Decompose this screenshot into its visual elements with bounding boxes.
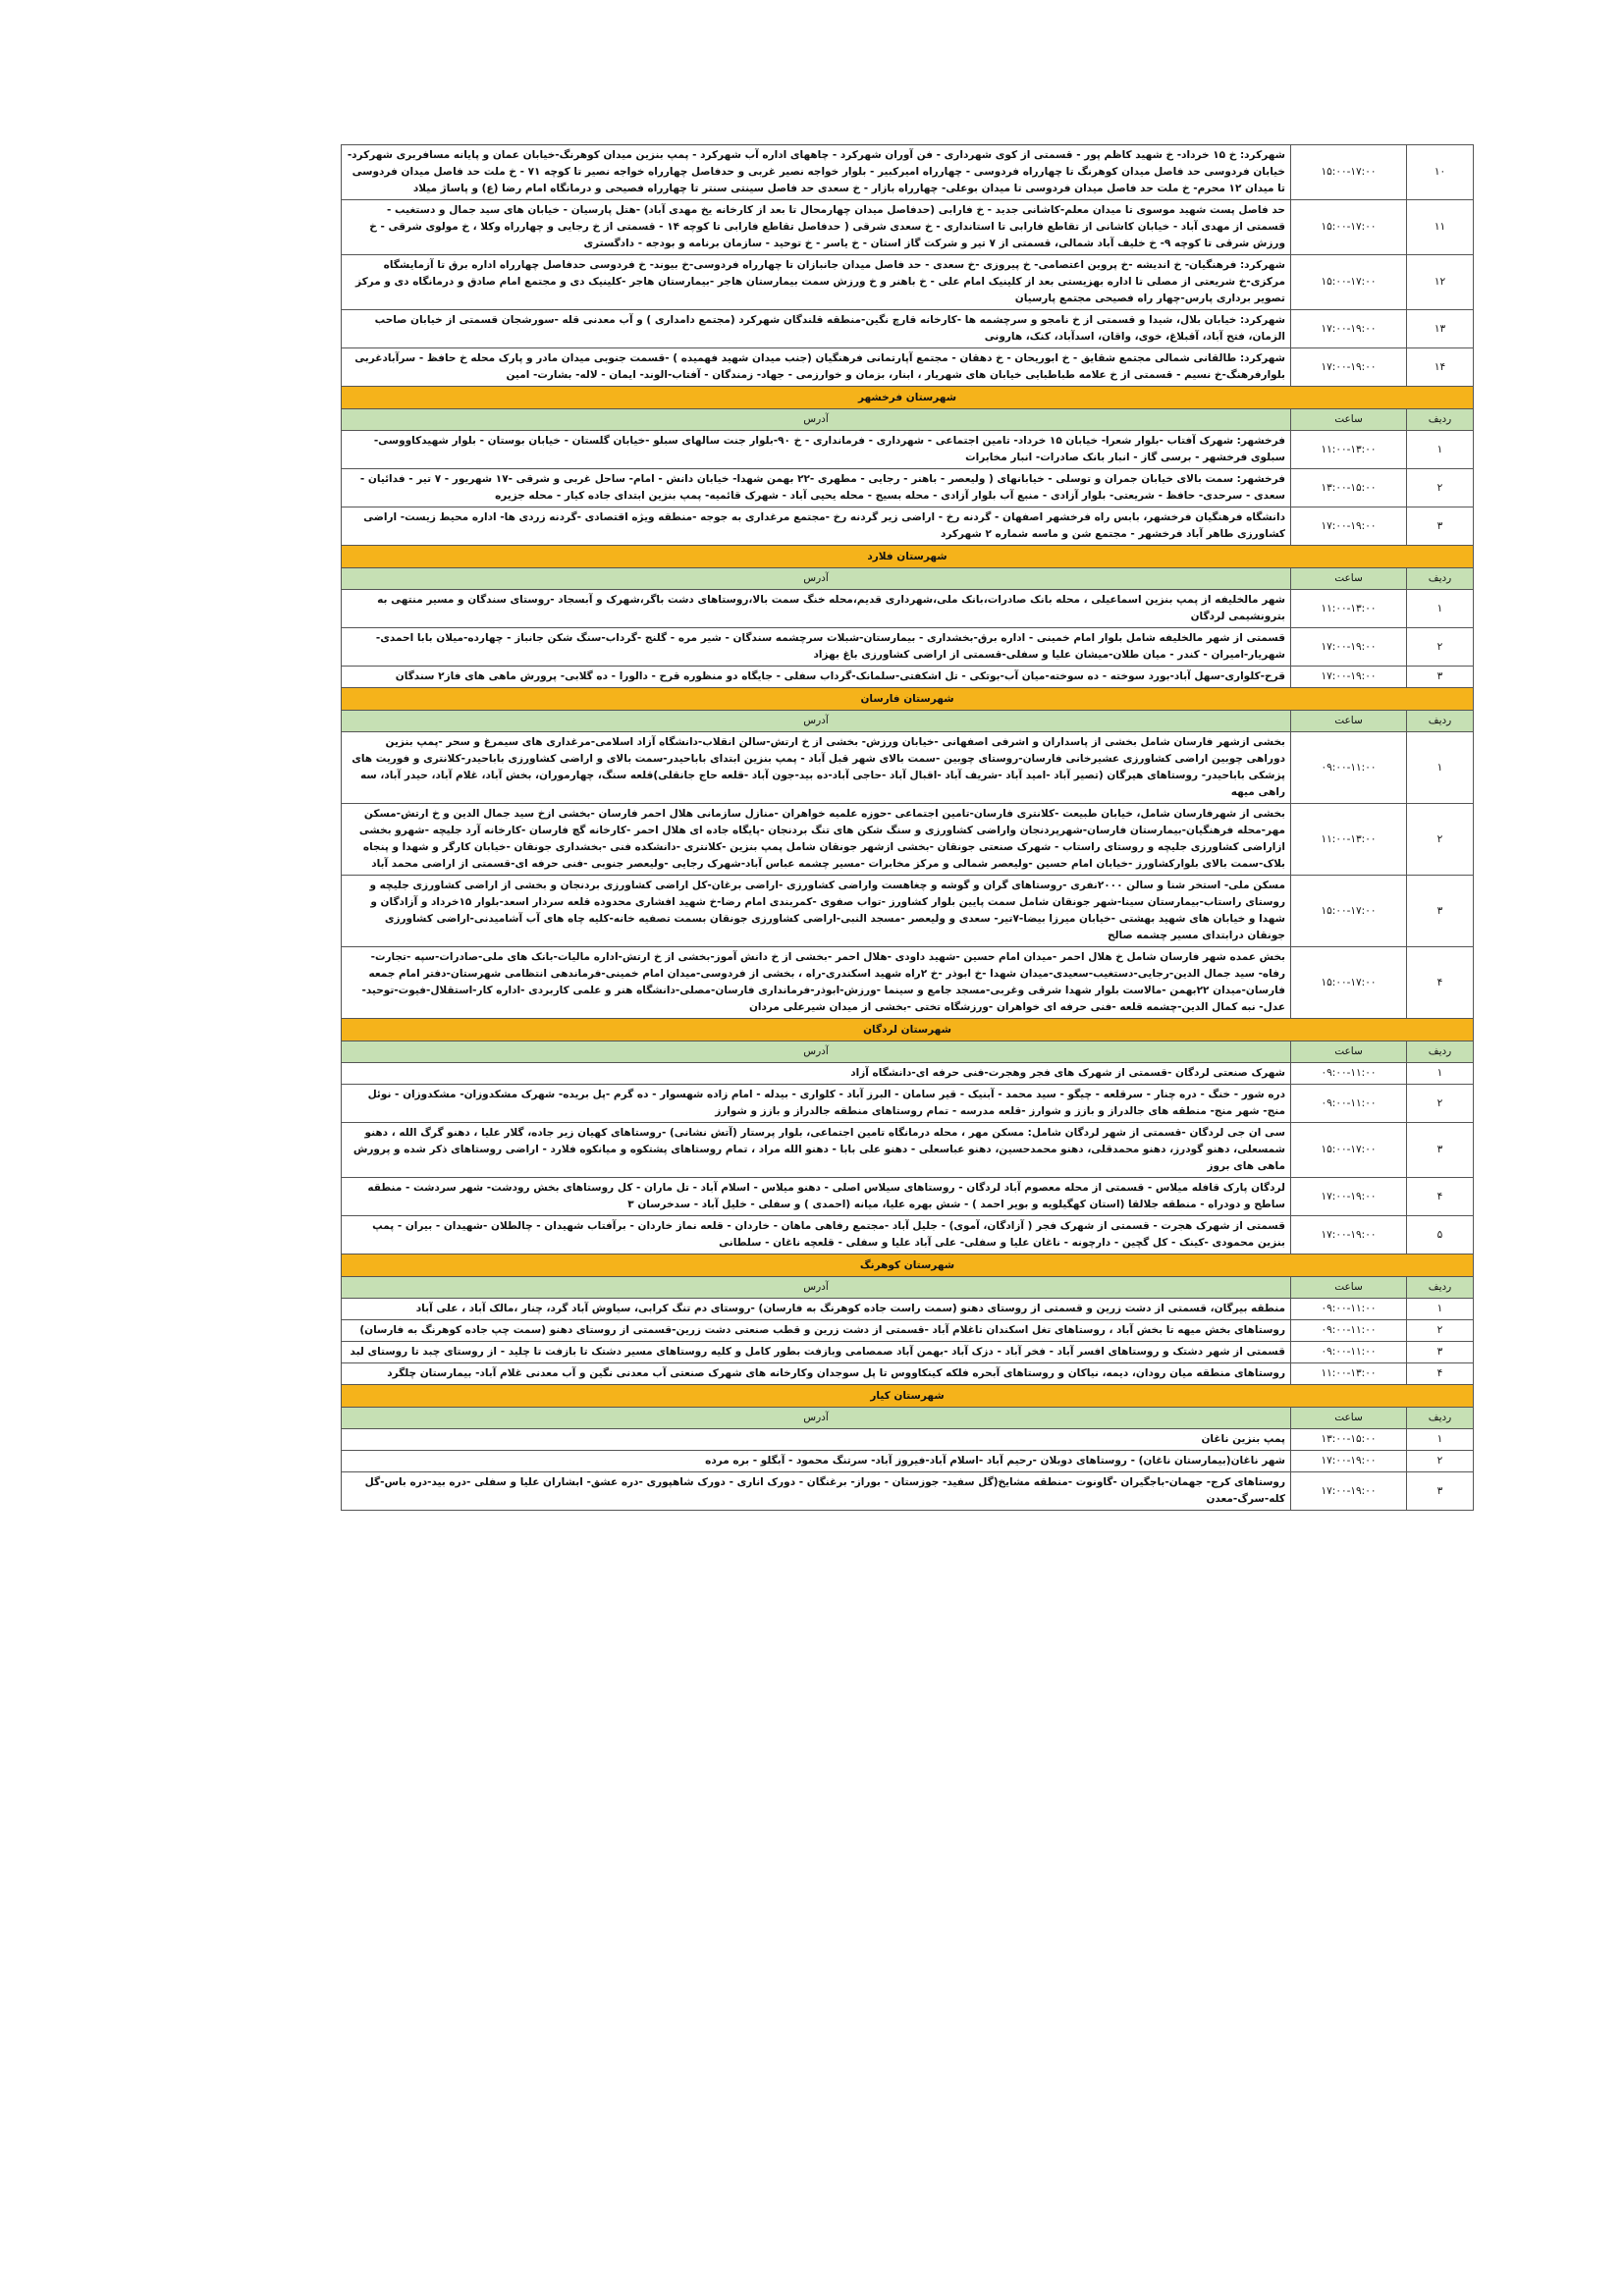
row-number: ۳: [1407, 1472, 1474, 1511]
outage-time: ۱۵:۰۰-۱۷:۰۰: [1291, 200, 1407, 255]
section-title-row: [342, 387, 1474, 409]
row-number: ۱۰: [1407, 145, 1474, 200]
outage-time: ۰۹:۰۰-۱۱:۰۰: [1291, 1342, 1407, 1363]
column-header-address: آدرس: [342, 409, 1291, 431]
outage-time: ۱۵:۰۰-۱۷:۰۰: [1291, 947, 1407, 1019]
table-row: [342, 255, 1474, 310]
outage-address: مسکن ملی- استخر شنا و سالن ۲۰۰۰نفری -روستاهای گران و گوشه و چغاهست واراضی کشاورزی -اراضی برغان-کل اراضی کشاورزی بردنجان و بخشی از اراضی کشاورزی جلیچه و روستای راستاب-بیمارستان سینا-شهر جونقان شامل سمت پایین بلوار کشاورز -تواب صفوی -کمربندی امام رضا-خ شهید افشاری محدوده قلعه سردار اسعد-بلوار ۱۵خرداد و آزادگان و شهدا و خیابان های شهید بهشتی -خیابان میرزا بیضا-۷تیر- سعدی و ولیعصر -مسجد النبی-اراضی کشاورزی جونقان بسمت تصفیه خانه-کلیه چاه های آب آشامیدنی-اراضی کشاورزی جونقان درابتدای مسیر چشمه صالح: [342, 876, 1291, 947]
outage-time: ۱۵:۰۰-۱۷:۰۰: [1291, 876, 1407, 947]
column-header-time: ساعت: [1291, 1277, 1407, 1299]
outage-time: ۱۳:۰۰-۱۵:۰۰: [1291, 469, 1407, 507]
row-number: ۵: [1407, 1216, 1474, 1255]
table-row: [342, 1123, 1474, 1178]
outage-time: ۱۷:۰۰-۱۹:۰۰: [1291, 1451, 1407, 1472]
outage-address: قسمتی از شهرک هجرت - قسمتی از شهرک فجر ( آزادگان، آموی) - جلیل آباد -مجتمع رفاهی ماهان - خاردان - قلعه نماز خاردان - برآفتاب شهیدان - چالطلان -شهیدان - بیران - پمپ بنزین محمودی -کینک - کل گچین - دارچونه - ناغان علیا و سفلی- علی آباد علیا و سفلی - قلعچه ناغان - سلطانی: [342, 1216, 1291, 1255]
outage-address: شهر ناغان(بیمارستان ناغان) - روستاهای دوبلان -رحیم آباد -اسلام آباد-فیروز آباد- سرتنگ محمود - آبگلو - بره مرده: [342, 1451, 1291, 1472]
table-row: [342, 1063, 1474, 1085]
outage-time: ۱۵:۰۰-۱۷:۰۰: [1291, 145, 1407, 200]
column-header-row: [342, 711, 1474, 732]
row-number: ۴: [1407, 1178, 1474, 1216]
column-header-time: ساعت: [1291, 568, 1407, 590]
table-row: [342, 507, 1474, 546]
row-number: ۴: [1407, 947, 1474, 1019]
row-number: ۱۲: [1407, 255, 1474, 310]
column-header-row: [342, 568, 1474, 590]
row-number: ۱۴: [1407, 348, 1474, 387]
outage-address: روستاهای بخش میهه تا بخش آباد ، روستاهای تغل اسکندان تاغلام آباد -قسمتی از دشت زرین و قطب صنعتی دشت زرین-قسمتی از روستای دهنو (سمت چپ جاده کوهرنگ به فارسان): [342, 1320, 1291, 1342]
outage-address: شهرکرد: خ ۱۵ خرداد- خ شهید کاظم پور - قسمتی از کوی شهرداری - فن آوران شهرکرد - چاههای اداره آب شهرکرد - پمپ بنزین میدان کوهرنگ-خیابان عمان و پایانه مسافربری شهرکرد- خیابان فردوسی حد فاصل میدان کوهرنگ تا چهارراه فردوسی - چهارراه امیرکبیر - بلوار خواجه نصیر غربی و حدفاصل چهارراه خواجه نصیر تا کوچه ۷۱ - خ ملت حد فاصل میدان فردوسی تا میدان ۱۲ محرم- خ ملت حد فاصل میدان فردوسی تا میدان بوعلی- چهارراه بازار - خ سعدی حد فاصل سینتی سنتر تا چهارراه فصیحی و درمانگاه امام رضا (ع) و پاساژ میلاد: [342, 145, 1291, 200]
outage-address: قرح-کلواری-سهل آباد-بورد سوخته - ده سوخته-میان آب-بوتکی - تل اشکفتی-سلمانک-گرداب سفلی - جایگاه دو منظوره قرح - دالورا - ده گلابی- پرورش ماهی های فاز۲ سندگان: [342, 667, 1291, 688]
column-header-time: ساعت: [1291, 711, 1407, 732]
table-row: [342, 1472, 1474, 1511]
table-row: [342, 667, 1474, 688]
column-header-row: [342, 1041, 1474, 1063]
section-title: شهرستان فلارد: [342, 546, 1474, 568]
column-header-time: ساعت: [1291, 409, 1407, 431]
outage-address: شهرکرد: فرهنگیان- خ اندیشه -خ پروین اعتصامی- خ پیروزی -خ سعدی - حد فاصل میدان جانبازان تا چهارراه فردوسی-خ بیوند- خ فردوسی حدفاصل چهارراه اداره برق تا آزمایشگاه مرکزی-خ شریعتی از مصلی تا اداره بهزیستی بعد از کلینیک امام علی - خ باهنر و خ ورزش سمت بیمارستان هاجر -بیمارستان هاجر -کلینیک دی و مجتمع امام صادق و درمانگاه دی و مرکز تصویر برداری پارس-چهار راه فصیحی مجتمع پارسیان: [342, 255, 1291, 310]
column-header-address: آدرس: [342, 1041, 1291, 1063]
row-number: ۱۳: [1407, 310, 1474, 348]
table-row: [342, 732, 1474, 804]
row-number: ۱: [1407, 590, 1474, 628]
row-number: ۴: [1407, 1363, 1474, 1385]
column-header-row-number: ردیف: [1407, 409, 1474, 431]
outage-address: سی ان جی لردگان -قسمتی از شهر لردگان شامل: مسکن مهر ، محله درمانگاه تامین اجتماعی، بلوار پرستار (آتش نشانی) -روستاهای کهیان زیر جاده، گلار علیا ، دهنو گرگ الله ، دهنو شمسعلی، دهنو گودرز، دهنو محمدقلی، دهنو محمدحسین، دهنو عباسعلی - دهنو علی بابا - دهنو الله مراد ، تمام روستاهای پشتکوه و میانکوه فلارد - اراضی روستاهای ذکر شده و پرورش ماهی های بروز: [342, 1123, 1291, 1178]
column-header-row-number: ردیف: [1407, 1277, 1474, 1299]
outage-time: ۱۱:۰۰-۱۳:۰۰: [1291, 804, 1407, 876]
outage-time: ۱۷:۰۰-۱۹:۰۰: [1291, 628, 1407, 667]
row-number: ۱: [1407, 1063, 1474, 1085]
table-row: [342, 1451, 1474, 1472]
table-row: [342, 947, 1474, 1019]
outage-time: ۱۷:۰۰-۱۹:۰۰: [1291, 507, 1407, 546]
row-number: ۳: [1407, 667, 1474, 688]
outage-time: ۱۱:۰۰-۱۳:۰۰: [1291, 1363, 1407, 1385]
table-row: [342, 876, 1474, 947]
outage-time: ۱۷:۰۰-۱۹:۰۰: [1291, 1216, 1407, 1255]
outage-time: ۱۱:۰۰-۱۳:۰۰: [1291, 431, 1407, 469]
table-row: [342, 1085, 1474, 1123]
section-title: شهرستان کیار: [342, 1385, 1474, 1408]
row-number: ۲: [1407, 469, 1474, 507]
column-header-address: آدرس: [342, 1277, 1291, 1299]
table-row: [342, 145, 1474, 200]
outage-time: ۱۱:۰۰-۱۳:۰۰: [1291, 590, 1407, 628]
column-header-time: ساعت: [1291, 1041, 1407, 1063]
row-number: ۱: [1407, 1299, 1474, 1320]
table-row: [342, 628, 1474, 667]
row-number: ۲: [1407, 1320, 1474, 1342]
column-header-row-number: ردیف: [1407, 1041, 1474, 1063]
section-title-row: [342, 1255, 1474, 1277]
table-row: [342, 469, 1474, 507]
row-number: ۳: [1407, 507, 1474, 546]
outage-address: بخشی ازشهر فارسان شامل بخشی از پاسداران و اشرفی اصفهانی -خیابان ورزش- بخشی از خ ارتش-سالن انقلاب-دانشگاه آزاد اسلامی-مرغداری های سیمرغ و سحر -پمپ بنزین دوراهی چوبین اراضی کشاورزی عشیرخانی فارسان-روستای چوبین -سمت بالای شهر قبل آباد - پمپ بنزین ابتدای باباحیدر-سمت بالای و اراضی کشاورزی باباحیدر-کلانتری و فوریت های پزشکی باباحیدر- روستاهای هیرگان (تصیر آباد -امید آباد -شریف آباد -اقبال آباد -حاجی آباد-ده بید-جون آباد -قلعه حاج جانقلی)قلعه سنگ، چهارموران، بخش آباد، غلام آباد، حیدر آباد، سه راهی میهه: [342, 732, 1291, 804]
outage-time: ۱۷:۰۰-۱۹:۰۰: [1291, 1178, 1407, 1216]
outage-address: روستاهای کرج- جهمان-باجگیران -گاونوت -منطقه مشایخ(گل سفید- جوزستان - بوراز- برغنگان - دورک اناری - دورک شاهپوری -دره عشق- ابشاران علیا و سفلی -دره بید-دره باس-گل کله-سرگ-معدن: [342, 1472, 1291, 1511]
outage-time: ۰۹:۰۰-۱۱:۰۰: [1291, 1085, 1407, 1123]
column-header-row-number: ردیف: [1407, 568, 1474, 590]
outage-address: شهرک صنعتی لردگان -قسمتی از شهرک های فجر وهجرت-فنی حرفه ای-دانشگاه آزاد: [342, 1063, 1291, 1085]
row-number: ۲: [1407, 1451, 1474, 1472]
table-row: [342, 1363, 1474, 1385]
column-header-row-number: ردیف: [1407, 1408, 1474, 1429]
table-row: [342, 1429, 1474, 1451]
schedule-body: [342, 145, 1474, 1511]
column-header-address: آدرس: [342, 711, 1291, 732]
table-row: [342, 1178, 1474, 1216]
row-number: ۲: [1407, 804, 1474, 876]
row-number: ۳: [1407, 1342, 1474, 1363]
outage-time: ۱۷:۰۰-۱۹:۰۰: [1291, 348, 1407, 387]
outage-address: قسمتی از شهر مالخلیفه شامل بلوار امام خمینی - اداره برق-بخشداری - بیمارستان-شبلات سرچشمه سندگان - شیر مره - گلنج -گرداب-سنگ شکن جانباز - چهارده-میلان بابا احمدی- شهریار-امیران - کندر - میان طلان-میشان علیا و سفلی-قسمتی از اراضی کشاورزی باغ بهزاد: [342, 628, 1291, 667]
column-header-address: آدرس: [342, 1408, 1291, 1429]
outage-address: بخش عمده شهر فارسان شامل خ هلال احمر -میدان امام حسین -شهید داودی -هلال احمر -بخشی از خ دانش آموز-بخشی از خ ارتش-اداره مالیات-بانک های ملی-صادرات-سپه -تجارت-رفاه- سید جمال الدین-رجایی-دستغیب-سعیدی-میدان شهدا -خ ابوذر -خ ۲راه شهید اسکندری-راه ، بخشی از فردوسی-میدان امام خمینی-فرماندهی انتظامی شهرستان-دفتر امام جمعه فارسان-میدان ۲۲بهمن -مالاست بلوار شهدا شرقی وغربی-مسجد جامع و سینما -ورزش-ابوذر-فرمانداری فارسان-مصلی-دانشگاه هنر و علمی کاربردی -اداره کار-استقلال-فیوت-توحید-عدل- نبه کمال الدین-چشمه قلعه -فنی حرفه ای خواهران -ورزشگاه تختی -بخشی از میدان شیرعلی مردان: [342, 947, 1291, 1019]
column-header-row: [342, 409, 1474, 431]
table-row: [342, 590, 1474, 628]
section-title-row: [342, 1385, 1474, 1408]
row-number: ۱: [1407, 1429, 1474, 1451]
outage-address: دره شور - خنگ - دره چنار - سرقلعه - چیگو - سید محمد - آبنیک - قیر سامان - البرز آباد - کلواری - بیدله - امام زاده شهسوار - ده گرم -پل بریده- شهرک مشکدوزان- مشکدوزان - نوئل منج- شهر منج- منطقه های جالدراز و بازز و شوارز -قلعه مدرسه - تمام روستاهای منطقه جالدراز و بازز و شوارز: [342, 1085, 1291, 1123]
row-number: ۱۱: [1407, 200, 1474, 255]
outage-address: بخشی از شهرفارسان شامل، خیابان طبیعت -کلانتری فارسان-تامین اجتماعی -حوزه علمیه خواهران -منازل سازمانی هلال احمر فارسان -بخشی ازخ سید جمال الدین و خ ارتش-مسکن مهر-محله فرهنگیان-بیمارستان فارسان-شهرپردنجان واراضی کشاورزی و سنگ شکن های تنگ بردنجان -پایگاه جاده ای هلال احمر -کارخانه گچ فارسان -کارخانه آرد جلیچه -شهرو بخشی ازاراضی کشاورزی جلیچه و روستای راستاب - شهرک صنعتی جونقان -بخشی ازشهر جونقان شامل پمپ بنزین -کلانتری -دانشکده فنی -بخشداری جونقان -خیابان کارگر و شهدا و پنجاه بلاک-سمت بالای بلوارکشاورز -خیابان امام حسین -ولیعصر شمالی و مرکز مخابرات -مسیر چشمه عباس آباد-شهرک رجایی -ولیعصر جنوبی -فنی حرفه ای-قسمتی از اراضی محمد آباد: [342, 804, 1291, 876]
section-title: شهرستان لردگان: [342, 1019, 1474, 1041]
table-row: [342, 200, 1474, 255]
section-title: شهرستان فرخشهر: [342, 387, 1474, 409]
row-number: ۳: [1407, 876, 1474, 947]
outage-time: ۰۹:۰۰-۱۱:۰۰: [1291, 732, 1407, 804]
outage-time: ۱۵:۰۰-۱۷:۰۰: [1291, 255, 1407, 310]
outage-address: حد فاصل پست شهید موسوی تا میدان معلم-کاشانی جدید - خ فارابی (حدفاصل میدان چهارمحال تا بعد از کارخانه یخ مهدی آباد) -هتل پارسیان - خیابان های سید جمال و دستغیب - قسمتی از مهدی آباد - خیابان کاشانی از تقاطع فارابی تا استانداری - خ سعدی شرقی ( حدفاصل تقاطع فارابی تا کوچه ۱۴ - قسمتی از خ رجایی و چهارراه وکلا ، خ مولوی شرقی - خ ورزش شرقی تا کوچه ۹- خ خلیف آباد شمالی، قسمتی از ۷ تیر و شرکت گاز استان - خ یاسر - خ توحید - سازمان برنامه و بودجه - دادگستری: [342, 200, 1291, 255]
table-row: [342, 1299, 1474, 1320]
outage-time: ۰۹:۰۰-۱۱:۰۰: [1291, 1299, 1407, 1320]
column-header-address: آدرس: [342, 568, 1291, 590]
row-number: ۲: [1407, 1085, 1474, 1123]
section-title-row: [342, 688, 1474, 711]
table-row: [342, 431, 1474, 469]
outage-time: ۰۹:۰۰-۱۱:۰۰: [1291, 1320, 1407, 1342]
section-title-row: [342, 1019, 1474, 1041]
outage-time: ۰۹:۰۰-۱۱:۰۰: [1291, 1063, 1407, 1085]
outage-time: ۱۷:۰۰-۱۹:۰۰: [1291, 310, 1407, 348]
table-row: [342, 1216, 1474, 1255]
section-title-row: [342, 546, 1474, 568]
outage-address: شهرکرد: طالقانی شمالی مجتمع شقایق - خ ابوریحان - خ دهقان - مجتمع آپارتمانی فرهنگیان (جنب میدان شهید فهمیده ) -قسمت جنوبی میدان مادر و پارک محله خ حافظ - سرآبادغربی بلوارفرهنگ-خ نسیم - قسمتی از خ علامه طباطبایی خیابان های شهریار ، ابنار، بزمان و خوارزمی - جهاد- زمندگان - آفتاب-الوند- ایمان - لاله- بشارت- امین: [342, 348, 1291, 387]
outage-address: منطقه بیرگان، قسمتی از دشت زرین و قسمتی از روستای دهنو (سمت راست جاده کوهرنگ به فارسان) -روستای دم تنگ کرابی، سیاوش آباد گرد، چنار ،مالک آباد ، علی آباد: [342, 1299, 1291, 1320]
outage-address: لردگان پارک قافله میلاس - قسمتی از محله معصوم آباد لردگان - روستاهای سیلاس اصلی - دهنو میلاس - اسلام آباد - تل ماران - کل روستاهای بخش رودشت- شهر سردشت - منطقه ساطح و دودراه - منطقه جلالقا (استان کهگیلویه و بویر احمد ) - شش بهره علیا، میانه (احمدی ) و سفلی - خلیل آباد - سدخرسان ۳: [342, 1178, 1291, 1216]
outage-address: شهرکرد: خیابان بلال، شیدا و قسمتی از خ نامجو و سرچشمه ها -کارخانه قارچ نگین-منطقه قلندگان شهرکرد (مجتمع دامداری ) و آب معدنی قله -سورشجان قسمتی از خیابان صاحب الزمان، فتح آباد، آقبلاغ، خوی، واقان، اسدآباد، کنک، هارونی: [342, 310, 1291, 348]
row-number: ۲: [1407, 628, 1474, 667]
column-header-row: [342, 1408, 1474, 1429]
table-row: [342, 804, 1474, 876]
outage-address: فرخشهر: شهرک آفتاب -بلوار شعرا- خیابان ۱۵ خرداد- تامین اجتماعی - شهرداری - فرمانداری - خ ۹۰-بلوار جنت سالهای سبلو -خیابان گلستان - خیابان بوستان - بلوار شهیدکاووسی- سبلوی فرخشهر - برسی گاز - انبار بانک صادرات- انبار مخابرات: [342, 431, 1291, 469]
outage-time: ۱۷:۰۰-۱۹:۰۰: [1291, 1472, 1407, 1511]
outage-address: روستاهای منطقه میان رودان، دیمه، نیاکان و روستاهای آبحره فلکه کینکاووس تا پل سوجدان وکارخانه های شهرک صنعتی آب معدنی نگین و آب معدنی غلام آباد- بیمارستان چلگرد: [342, 1363, 1291, 1385]
outage-address: دانشگاه فرهنگیان فرخشهر، بابس راه فرخشهر اصفهان - گردنه رخ - اراضی زیر گردنه رخ -مجتمع مرغداری به جوجه -منطقه ویژه اقتصادی -گردنه زردی ها- اداره محیط زیست- اراضی کشاورزی طاهر آباد فرخشهر - مجتمع شن و ماسه شماره ۲ شهرکرد: [342, 507, 1291, 546]
outage-address: شهر مالخلیفه از پمپ بنزین اسماعیلی ، محله بانک صادرات،بانک ملی،شهرداری قدیم،محله خنگ سمت بالا،روستاهای دشت باگر،شهرک و آبسجاد -روستای سندگان و مسیر منتهی به بترونشیمی لردگان: [342, 590, 1291, 628]
outage-address: قسمتی از شهر دشتک و روستاهای افسر آباد - فخر آباد - دزک آباد -بهمن آباد صمصامی وبازفت بطور کامل و کلیه روستاهای مسیر دشتک تا بازفت تا چلید - از روستای چبد تا روستای لبد: [342, 1342, 1291, 1363]
power-outage-schedule-table: [341, 144, 1474, 1511]
outage-time: ۱۷:۰۰-۱۹:۰۰: [1291, 667, 1407, 688]
column-header-row-number: ردیف: [1407, 711, 1474, 732]
row-number: ۱: [1407, 732, 1474, 804]
outage-time: ۱۵:۰۰-۱۷:۰۰: [1291, 1123, 1407, 1178]
column-header-time: ساعت: [1291, 1408, 1407, 1429]
table-row: [342, 1320, 1474, 1342]
row-number: ۱: [1407, 431, 1474, 469]
row-number: ۳: [1407, 1123, 1474, 1178]
outage-address: فرخشهر: سمت بالای خیابان جمران و توسلی - خیابانهای ( ولیعصر - باهنر - رجایی - مطهری -۲۲ بهمن شهدا- خیابان دانش - امام- ساحل غربی و شرقی -۱۷ شهریور - ۷ تیر - فدائیان - سعدی - سرحدی- حافظ - شریعتی- بلوار آزادی - منبع آب بلوار آزادی - محله بسیج - محله یحیی آباد - شهرک قائمیه- پمپ بنزین ابتدای جاده کیار - محله جزیره: [342, 469, 1291, 507]
outage-time: ۱۳:۰۰-۱۵:۰۰: [1291, 1429, 1407, 1451]
section-title: شهرستان کوهرنگ: [342, 1255, 1474, 1277]
table-row: [342, 310, 1474, 348]
column-header-row: [342, 1277, 1474, 1299]
table-row: [342, 1342, 1474, 1363]
table-row: [342, 348, 1474, 387]
outage-address: پمپ بنزین ناغان: [342, 1429, 1291, 1451]
section-title: شهرستان فارسان: [342, 688, 1474, 711]
